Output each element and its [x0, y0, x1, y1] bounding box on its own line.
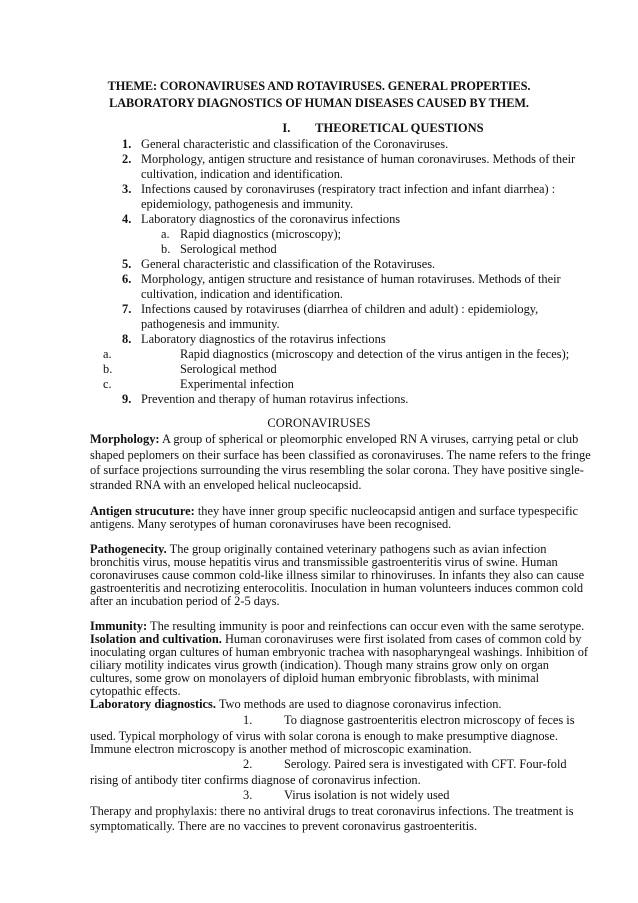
morphology-line: of surface projections surrounding the virus resembling the solar corona. They have positive single- [90, 463, 584, 477]
morphology-line: shaped peplomers on their surface has been classified as coronaviruses. The name refers to the fringe [90, 448, 591, 462]
question-text: Prevention and therapy of human rotavirus infections. [141, 392, 409, 406]
question-number: 5. [122, 257, 132, 271]
method-number: 2. [243, 757, 253, 771]
isolation-line: cytopathic effects. [90, 684, 181, 698]
morphology-label: Morphology: [90, 432, 160, 446]
method-text: Serology. Paired sera is investigated with CFT. Four-fold [284, 757, 567, 771]
coronaviruses-heading: CORONAVIRUSES [267, 416, 371, 430]
method-text: Virus isolation is not widely used [284, 788, 450, 802]
lab-diagnostics-intro: Two methods are used to diagnose coronavirus infection. [218, 697, 502, 711]
isolation-text: Human coronaviruses were first isolated from cases of common cold by [224, 632, 582, 646]
isolation-line: ciliary motility indicates virus growth (indication). Though many strains grow only on organ [90, 658, 549, 672]
question-text: General characteristic and classification of the Rotaviruses. [141, 257, 436, 271]
question-number: 7. [122, 302, 132, 316]
question-number: 2. [122, 152, 132, 166]
question-number: 6. [122, 272, 132, 286]
pathogenecity-line: after an incubation period of 2-5 days. [90, 594, 280, 608]
method-number: 1. [243, 713, 253, 727]
morphology-text: A group of spherical or pleomorphic enveloped RN A viruses, carrying petal or club [161, 432, 579, 446]
sub-item-letter: a. [161, 227, 170, 241]
theme-title-line-2: LABORATORY DIAGNOSTICS OF HUMAN DISEASES CAUSED BY THEM. [109, 96, 529, 110]
therapy-line: symptomatically. There are no vaccines to prevent coronavirus gastroenteritis. [90, 819, 478, 833]
sub-item-text: Serological method [180, 242, 277, 256]
sub-item-text: Rapid diagnostics (microscopy); [180, 227, 342, 241]
isolation-line: inoculating organ cultures of human embryonic trachea with nasopharyngeal washings. Inhibition of [90, 645, 589, 659]
section-heading-text: I. THEORETICAL QUESTIONS [282, 121, 484, 135]
question-text: Morphology, antigen structure and resistance of human rotaviruses. Methods of their cultivation, indication and identification. [141, 272, 561, 301]
sub-item-letter: c. [103, 377, 112, 391]
method-text: To diagnose gastroenteritis electron microscopy of feces is [284, 713, 575, 727]
pathogenecity-line: coronaviruses cause common cold-like illness similar to rhinoviruses. In infants they also can cause [90, 568, 585, 582]
sub-item-text: Experimental infection [180, 377, 294, 391]
sub-item-letter: b. [161, 242, 171, 256]
question-number: 4. [122, 212, 132, 226]
immunity-text: The resulting immunity is poor and reinfections can occur even with the same serotype. [150, 619, 585, 633]
pathogenecity-line: gastroenteritis and necrotizing enterocolitis. Inoculation in human volunteers induces common cold [90, 581, 584, 595]
method-text-line: Immune electron microscopy is another method of microscopic examination. [90, 742, 472, 756]
question-number: 9. [122, 392, 132, 406]
method-number: 3. [243, 788, 253, 802]
sub-item-letter: b. [103, 362, 113, 376]
antigen-text: they have inner group specific nucleocapsid antigen and surface typespecific [197, 504, 579, 518]
pathogenecity-label: Pathogenecity. [90, 542, 167, 556]
section-heading [64, 121, 638, 136]
pathogenecity-line: bronchitis virus, mouse hepatitis virus and transmissible gastroenteritis virus of swine. Human [90, 555, 558, 569]
question-number: 8. [122, 332, 132, 346]
isolation-label: Isolation and cultivation. [90, 632, 222, 646]
theme-title-line-1: THEME: CORONAVIRUSES AND ROTAVIRUSES. GENERAL PROPERTIES. [107, 79, 531, 93]
question-text: Infections caused by rotaviruses (diarrhea of children and adult) : epidemiology, pathogenesis and immunity. [141, 302, 539, 331]
sub-item-text: Serological method [180, 362, 277, 376]
question-text: Morphology, antigen structure and resistance of human coronaviruses. Methods of their cultivation, indication and identification. [141, 152, 576, 181]
immunity-label: Immunity: [90, 619, 148, 633]
lab-diagnostics-line [90, 697, 502, 712]
lab-diagnostics-label: Laboratory diagnostics. [90, 697, 216, 711]
question-text: General characteristic and classification of the Coronaviruses. [141, 137, 449, 151]
sub-item-letter: a. [103, 347, 112, 361]
antigen-line: antigens. Many serotypes of human coronaviruses have been recognised. [90, 517, 452, 531]
pathogenecity-text: The group originally contained veterinary pathogens such as avian infection [169, 542, 547, 556]
question-text: Laboratory diagnostics of the rotavirus infections [141, 332, 386, 346]
antigen-label: Antigen strucuture: [90, 504, 195, 518]
morphology-line: stranded RNA with an enveloped helical nucleocapsid. [90, 478, 362, 492]
sub-item-text: Rapid diagnostics (microscopy and detection of the virus antigen in the feces); [180, 347, 570, 361]
morphology-line [90, 432, 578, 447]
isolation-line: cultures, some grow on monolayers of diploid human embryonic fibroblasts, with minimal [90, 671, 540, 685]
question-number: 3. [122, 182, 132, 196]
question-number: 1. [122, 137, 132, 151]
question-text: Infections caused by coronaviruses (respiratory tract infection and infant diarrhea) : epidemiology, pathogenesis and immunity. [141, 182, 556, 211]
method-text-line: rising of antibody titer confirms diagnose of coronavirus infection. [90, 773, 421, 787]
question-text: Laboratory diagnostics of the coronavirus infections [141, 212, 401, 226]
method-text-line: used. Typical morphology of virus with solar corona is enough to make presumptive diagnose. [90, 729, 558, 743]
therapy-line: Therapy and prophylaxis: there no antiviral drugs to treat coronavirus infections. The treatment is [90, 804, 574, 818]
